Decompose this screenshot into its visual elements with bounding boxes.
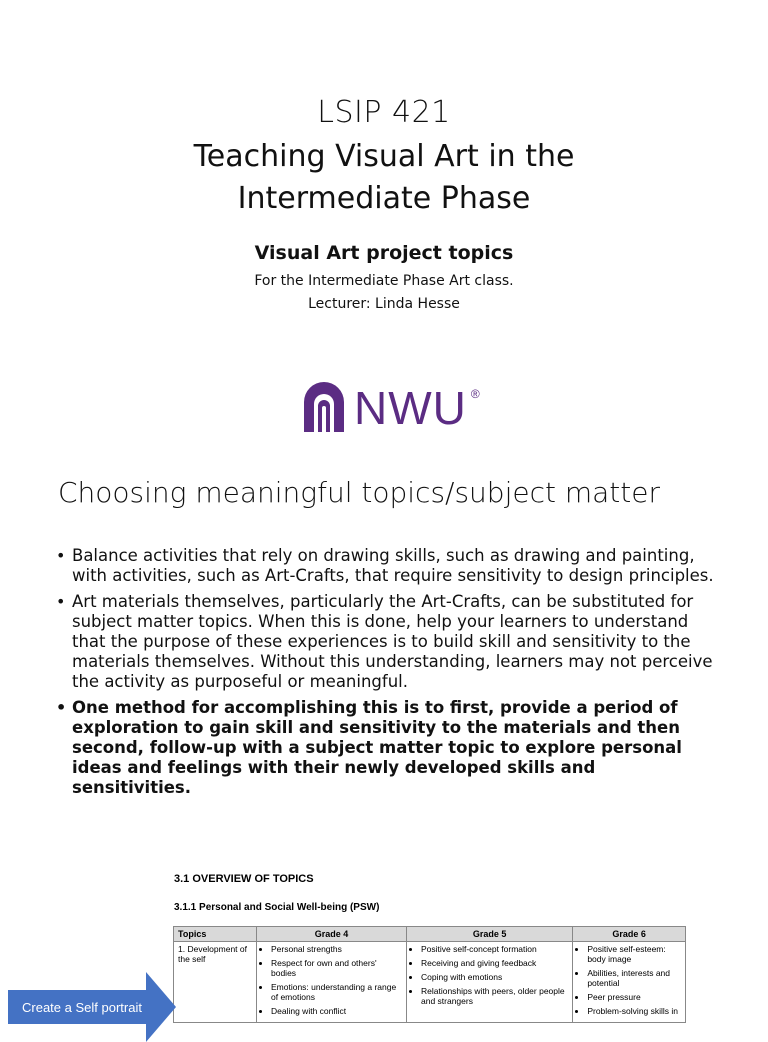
bullet-dot: •: [56, 546, 66, 565]
course-title: [0, 136, 768, 220]
course-code: LSIP 421: [317, 95, 451, 130]
course-title-line1: Teaching Visual Art in the: [193, 139, 575, 174]
list-item: • Receiving and giving feedback: [421, 958, 568, 968]
list-item: • Coping with emotions: [421, 972, 568, 982]
subtitle: Visual Art project topics: [254, 242, 514, 264]
topics-table: [173, 926, 686, 1023]
bullet-item: [56, 546, 716, 586]
column-header: Topics: [174, 927, 257, 942]
section-heading: 3.1 OVERVIEW OF TOPICS: [174, 873, 314, 885]
list-item: • Personal strengths: [271, 944, 402, 954]
list-item: • Peer pressure: [587, 992, 681, 1002]
bullet-dot: •: [56, 698, 67, 717]
subsection-heading: 3.1.1 Personal and Social Well-being (PSW): [174, 902, 380, 913]
grade4-cell: [257, 942, 407, 1023]
bullet-item: [56, 592, 716, 692]
nwu-emblem-icon: [300, 382, 348, 434]
registered-mark: ®: [470, 387, 480, 401]
arrow-right-icon: [146, 972, 176, 1042]
bullet-list: [56, 546, 716, 804]
table-header-row: [174, 927, 686, 942]
column-header: Grade 4: [257, 927, 407, 942]
title-slide: [0, 0, 768, 460]
slide-heading: Choosing meaningful topics/subject matter: [58, 476, 660, 509]
logo-text: NWU: [354, 382, 467, 434]
list-item: • Positive self-esteem: body image: [587, 944, 681, 964]
bullet-text: Balance activities that rely on drawing skills, such as drawing and painting, with activities, such as Art-Crafts, that require sensitivity to design principles.: [72, 546, 714, 585]
bullet-text: One method for accomplishing this is to first, provide a period of exploration to gain skill and sensitivity to the materials and then second, follow-up with a subject matter topic to explore personal ideas and feelings with their newly developed skills and sensitivities.: [72, 698, 682, 797]
table-row: [174, 942, 686, 1023]
course-title-line2: Intermediate Phase: [237, 181, 531, 216]
list-item: • Abilities, interests and potential: [587, 968, 681, 988]
bullet-item: [56, 698, 716, 798]
overview-slide: [0, 860, 768, 1024]
list-item: • Respect for own and others' bodies: [271, 958, 402, 978]
bullet-text: Art materials themselves, particularly the Art-Crafts, can be substituted for subject matter topics. When this is done, help your learners to understand that the purpose of these experiences is to build skill and sensitivity to the materials themselves. Without this understanding, learners may not perceive the activity as purposeful or meaningful.: [72, 592, 713, 691]
list-item: • Positive self-concept formation: [421, 944, 568, 954]
class-description: For the Intermediate Phase Art class.: [254, 273, 514, 289]
topics-slide: [0, 470, 768, 850]
list-item: • Dealing with conflict: [271, 1006, 402, 1016]
lecturer-name: Lecturer: Linda Hesse: [308, 296, 460, 312]
grade5-cell: [406, 942, 572, 1023]
self-portrait-callout: Create a Self portrait: [8, 990, 146, 1024]
list-item: • Problem-solving skills in: [587, 1006, 681, 1016]
list-item: • Emotions: understanding a range of emotions: [271, 982, 402, 1002]
list-item: • Relationships with peers, older people and strangers: [421, 986, 568, 1006]
column-header: Grade 6: [573, 927, 686, 942]
bullet-dot: •: [56, 592, 66, 611]
grade6-cell: [573, 942, 686, 1023]
nwu-logo: [300, 378, 480, 438]
column-header: Grade 5: [406, 927, 572, 942]
topic-cell: 1. Development of the self: [174, 942, 257, 1023]
